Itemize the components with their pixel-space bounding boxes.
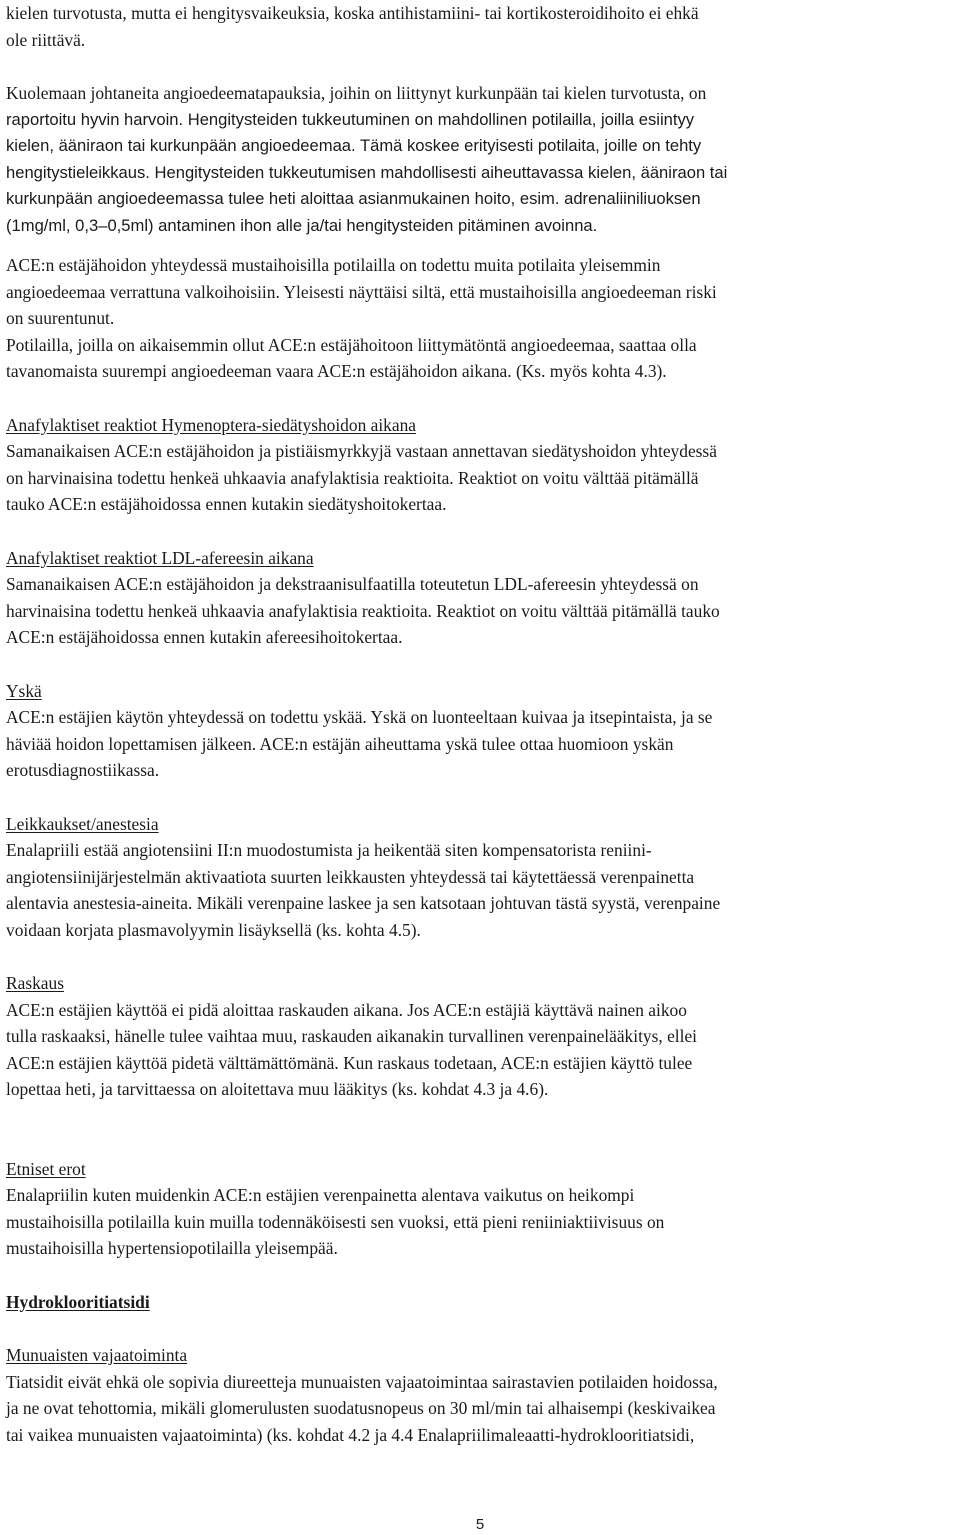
text-line: häviää hoidon lopettamisen jälkeen. ACE:n estäjän aiheuttama yskä tulee ottaa huomioon yskän	[6, 733, 674, 754]
text-line: angioedeemaa verrattuna valkoihoisiin. Yleisesti näyttäisi siltä, että mustaihoisilla angioedeeman riski	[6, 281, 717, 302]
section-body-cough	[6, 704, 954, 784]
text-line: Tiatsidit eivät ehkä ole sopivia diureetteja munuaisten vajaatoimintaa sairastavien potilaiden hoidossa,	[6, 1371, 718, 1392]
section-heading-renal-impairment: Munuaisten vajaatoiminta	[6, 1345, 188, 1365]
text-line: Kuolemaan johtaneita angioedeematapauksia, joihin on liittynyt kurkunpään tai kielen turvotusta, on	[6, 83, 707, 103]
text-line: Samanaikaisen ACE:n estäjähoidon ja pistiäismyrkkyjä vastaan annettavan siedätyshoidon yhteydessä	[6, 441, 717, 461]
text-line: ACE:n estäjien käyttöä pidetä välttämättömänä. Kun raskaus todetaan, ACE:n estäjien käyttö tulee	[6, 1052, 693, 1073]
section-heading-cough: Yskä	[6, 680, 42, 701]
text-line: on harvinaisina todettu henkeä uhkaavia anafylaktisia reaktioita. Reaktiot on voitu välttää pitämällä	[6, 467, 699, 488]
section-body-pregnancy	[6, 997, 954, 1103]
text-line: tai vaikea munuaisten vajaatoiminta) (ks. kohdat 4.2 ja 4.4 Enalapriilimaleaatti-hydroklooritiatsidi,	[6, 1424, 695, 1445]
text-line: ACE:n estäjien käytön yhteydessä on todettu yskää. Yskä on luonteeltaan kuivaa ja itsepintaista, ja se	[6, 707, 713, 727]
section-heading-pregnancy: Raskaus	[6, 973, 64, 993]
section-body-renal-impairment	[6, 1369, 954, 1449]
text-line: voidaan korjata plasmavolyymin lisäyksellä (ks. kohta 4.5).	[6, 919, 421, 940]
text-line: ACE:n estäjähoidon yhteydessä mustaihoisilla potilailla on todettu muita potilaita yleisemmin	[6, 255, 661, 275]
section-body-surgery	[6, 837, 954, 943]
text-line: tavanomaista suurempi angioedeeman vaara ACE:n estäjähoidon aikana. (Ks. myös kohta 4.3).	[6, 361, 667, 381]
text-line: lopettaa heti, ja tarvittaessa on aloitettava muu lääkitys (ks. kohdat 4.3 ja 4.6).	[6, 1079, 549, 1099]
text-line: kielen turvotusta, mutta ei hengitysvaikeuksia, koska antihistamiini- tai kortikosteroidihoito ei ehkä	[6, 3, 699, 23]
paragraph-antihistamine	[6, 0, 954, 53]
text-line: Enalapriilin kuten muidenkin ACE:n estäjien verenpainetta alentava vaikutus on heikompi	[6, 1185, 635, 1205]
text-line: Samanaikaisen ACE:n estäjähoidon ja dekstraanisulfaatilla toteutetun LDL-afereesin yhteydessä on	[6, 574, 699, 594]
text-line: (1mg/ml, 0,3–0,5ml) antaminen ihon alle ja/tai hengitysteiden pitäminen avoinna.	[6, 215, 598, 235]
text-line: ACE:n estäjien käyttöä ei pidä aloittaa raskauden aikana. Jos ACE:n estäjiä käyttävä nainen aikoo	[6, 999, 687, 1020]
text-line: Potilailla, joilla on aikaisemmin ollut ACE:n estäjähoitoon liittymätöntä angioedeemaa, saattaa olla	[6, 334, 697, 355]
section-body-ldl-apheresis	[6, 571, 954, 651]
drug-heading-hydrochlorothiazide: Hydroklooritiatsidi	[6, 1291, 150, 1312]
text-line: kielen, ääniraon tai kurkunpään angioedeemaa. Tämä koskee erityisesti potilaita, joille on tehty	[6, 136, 702, 155]
text-line: erotusdiagnostiikassa.	[6, 760, 160, 780]
text-line: on suurentunut.	[6, 308, 115, 328]
document-page	[6, 0, 954, 1448]
section-heading-ethnic-differences: Etniset erot	[6, 1158, 86, 1179]
text-line: kurkunpään angioedeemassa tulee heti aloittaa asianmukainen hoito, esim. adrenaliiniliuoksen	[6, 189, 701, 208]
section-body-hymenoptera	[6, 438, 954, 518]
section-heading-surgery: Leikkaukset/anestesia	[6, 813, 159, 834]
text-line: Enalapriili estää angiotensiini II:n muodostumista ja heikentää siten kompensatorista reniini-	[6, 840, 652, 860]
text-line: mustaihoisilla potilailla kuin muilla todennäköisesti sen vuoksi, että pieni reniiniaktiivisuus on	[6, 1211, 665, 1232]
text-line: alentavia anestesia-aineita. Mikäli verenpaine laskee ja sen katsotaan johtuvan tästä syystä, verenpaine	[6, 893, 721, 913]
text-line: raportoitu hyvin harvoin. Hengitysteiden tukkeutuminen on mahdollinen potilailla, joilla esiintyy	[6, 109, 695, 129]
text-line: ole riittävä.	[6, 29, 86, 50]
page-number: 5	[475, 1516, 485, 1533]
text-line: ja ne ovat tehottomia, mikäli glomerulusten suodatusnopeus on 30 ml/min tai alhaisempi (keskivaikea	[6, 1398, 716, 1418]
text-line: mustaihoisilla hypertensiopotilailla yleisempää.	[6, 1238, 338, 1258]
text-line: tauko ACE:n estäjähoidossa ennen kutakin siedätyshoitokertaa.	[6, 494, 447, 514]
section-heading-hymenoptera: Anafylaktiset reaktiot Hymenoptera-siedätyshoidon aikana	[6, 414, 416, 435]
text-line: angiotensiinijärjestelmän aktivaatiota suurten leikkausten yhteydessä tai käytettäessä verenpainetta	[6, 866, 695, 887]
text-line: tulla raskaaksi, hänelle tulee vaihtaa muu, raskauden aikanakin turvallinen verenpainelääkitys, ellei	[6, 1026, 698, 1046]
text-line: harvinaisina todettu henkeä uhkaavia anafylaktisia reaktioita. Reaktiot on voitu välttää pitämällä tauko	[6, 600, 720, 621]
paragraph-black-patients	[6, 252, 954, 332]
text-line: hengitystieleikkaus. Hengitysteiden tukkeutumisen mahdollisesti aiheuttavassa kielen, ääniraon tai	[6, 162, 728, 182]
section-body-ethnic-differences	[6, 1182, 954, 1262]
paragraph-fatal-angioedema	[6, 80, 954, 239]
section-heading-ldl-apheresis: Anafylaktiset reaktiot LDL-afereesin aikana	[6, 547, 314, 568]
paragraph-prior-angioedema	[6, 332, 954, 385]
text-line: ACE:n estäjähoidossa ennen kutakin afereesihoitokertaa.	[6, 627, 403, 647]
